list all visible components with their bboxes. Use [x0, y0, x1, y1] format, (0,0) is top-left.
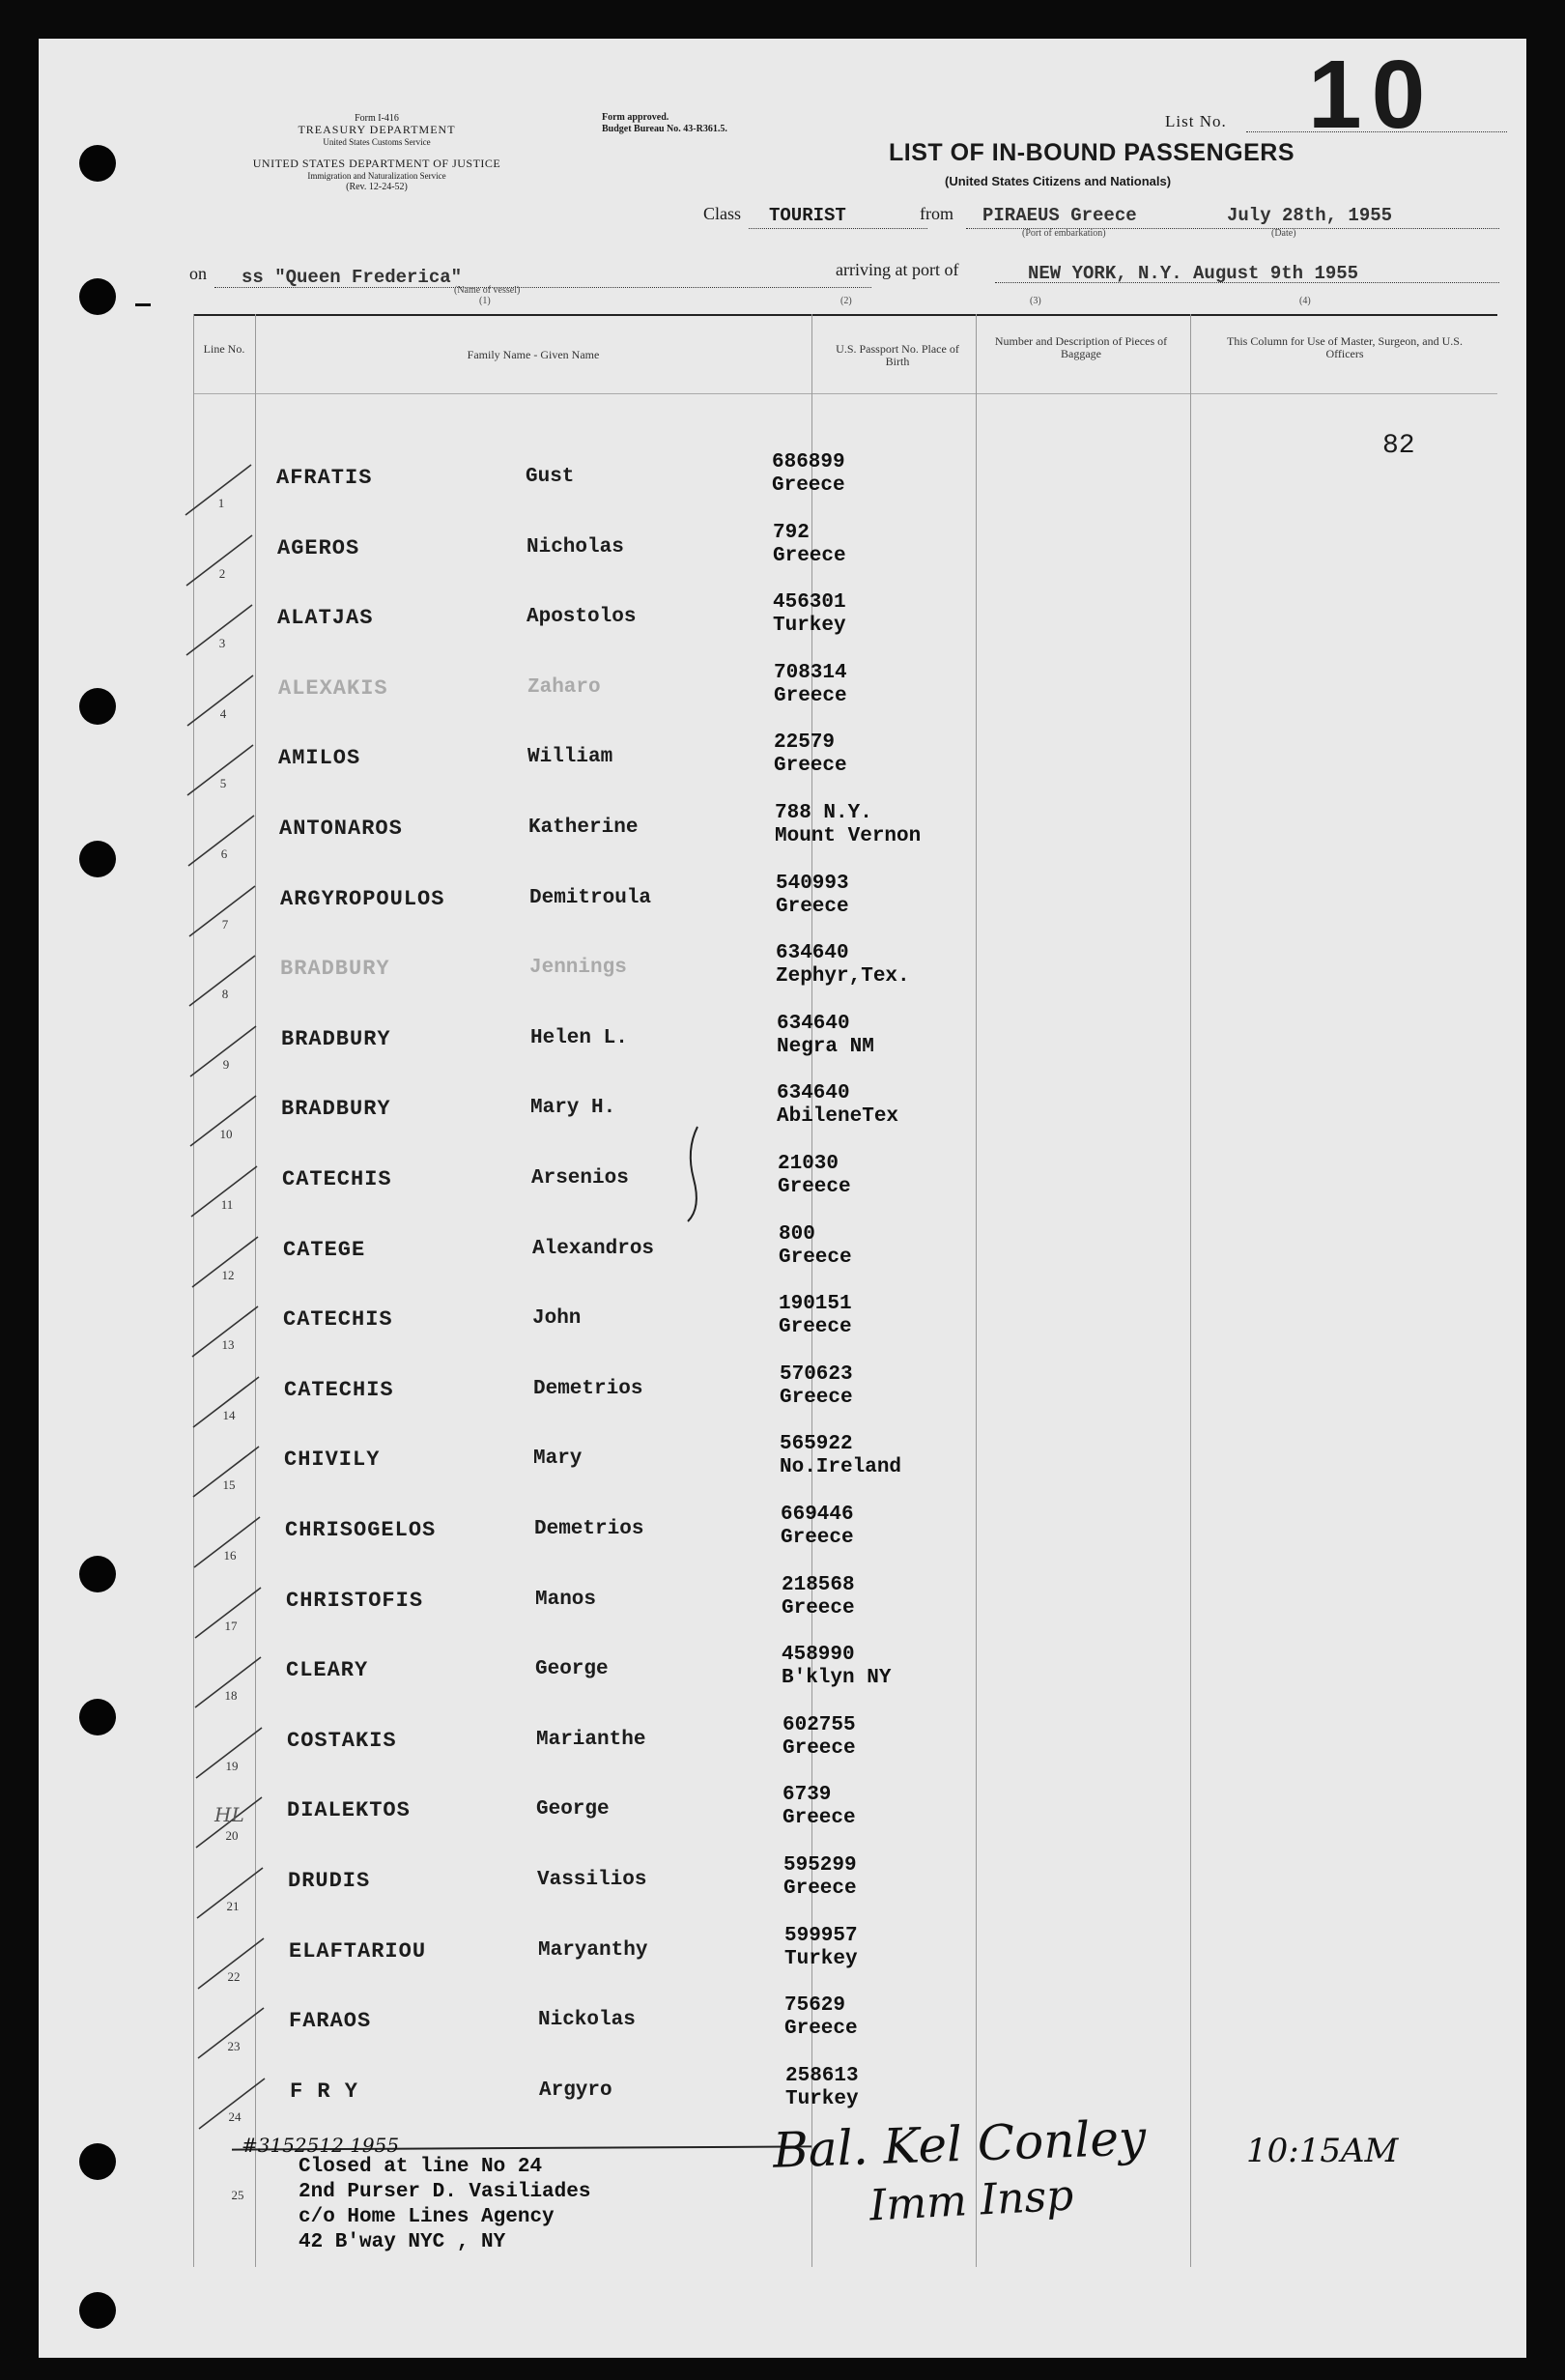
line-number: 2 — [218, 566, 226, 581]
check-mark — [187, 952, 265, 1010]
closing-text-4: 42 B'way NYC , NY — [299, 2231, 506, 2253]
family-name: F R Y — [290, 2079, 359, 2104]
form-approved: Form approved. — [602, 112, 669, 123]
passport-number: 686899 — [772, 451, 845, 473]
line-number: 3 — [218, 636, 226, 650]
family-name: DIALEKTOS — [287, 1798, 411, 1822]
line-number: 23 — [227, 2039, 241, 2053]
on-label: on — [189, 264, 207, 283]
given-name: Mary H. — [530, 1097, 616, 1119]
passport-number: 540993 — [776, 873, 849, 895]
place-of-birth: Greece — [782, 1737, 856, 1760]
customs-service: United States Customs Service — [323, 137, 431, 147]
check-mark — [195, 1864, 272, 1922]
revision: (Rev. 12-24-52) — [346, 182, 408, 192]
margin-dash — [135, 303, 151, 306]
given-name: Demitroula — [529, 887, 652, 909]
binder-hole — [79, 278, 116, 315]
check-mark — [190, 1303, 268, 1361]
line-number: 22 — [227, 1969, 241, 1984]
given-name: Jennings — [529, 957, 627, 979]
check-mark — [185, 672, 263, 730]
place-of-birth: Greece — [779, 1247, 852, 1269]
given-name: Apostolos — [526, 606, 637, 628]
binder-hole — [79, 1556, 116, 1592]
officer-note: 82 — [1382, 431, 1415, 461]
check-mark — [196, 2004, 273, 2062]
col-passport-header: U.S. Passport No. Place of Birth — [836, 342, 959, 368]
family-name: ALATJAS — [277, 606, 374, 630]
class-value: TOURIST — [769, 205, 846, 226]
passport-number: 708314 — [774, 662, 847, 684]
family-name: AMILOS — [278, 746, 361, 770]
given-name: Arsenios — [531, 1167, 629, 1190]
passport-number: 565922 — [780, 1433, 853, 1455]
family-name: CATEGE — [283, 1238, 366, 1262]
treasury-dept: TREASURY DEPARTMENT — [298, 123, 456, 136]
given-name: Gust — [526, 466, 575, 488]
check-mark — [184, 461, 261, 519]
passport-number: 456301 — [773, 591, 846, 614]
budget-bureau: Budget Bureau No. 43-R361.5. — [602, 124, 727, 134]
check-mark — [193, 1653, 270, 1711]
passport-number: 634640 — [776, 942, 849, 964]
place-of-birth: Greece — [782, 1597, 855, 1620]
family-name: ELAFTARIOU — [289, 1939, 427, 1964]
family-name: AFRATIS — [276, 466, 373, 490]
place-of-birth: Mount Vernon — [775, 825, 922, 847]
class-line — [749, 228, 927, 229]
line-number: 16 — [223, 1548, 237, 1563]
family-name: CATECHIS — [283, 1307, 393, 1332]
passport-number: 599957 — [784, 1925, 858, 1947]
binder-hole — [79, 688, 116, 725]
inspector-signature: Bal. Kel Conley — [772, 2109, 1148, 2179]
passport-number: 258613 — [785, 2065, 859, 2087]
handwritten-file-number: #3152512 1955 — [242, 2134, 400, 2157]
line-number: 14 — [222, 1408, 236, 1422]
cap-2: (2) — [840, 296, 852, 306]
line-number: 8 — [221, 987, 229, 1001]
place-of-birth: Greece — [782, 1807, 856, 1829]
arrival-value: NEW YORK, N.Y. August 9th 1955 — [1028, 263, 1359, 284]
check-mark — [186, 812, 264, 870]
line-number: 10 — [219, 1127, 233, 1141]
family-name: ARGYROPOULOS — [280, 887, 445, 911]
check-mark — [189, 1162, 267, 1220]
place-of-birth: Greece — [784, 2018, 858, 2040]
place-of-birth: Greece — [783, 1878, 857, 1900]
check-mark — [185, 601, 262, 659]
place-of-birth: Greece — [781, 1527, 854, 1549]
closing-text-3: c/o Home Lines Agency — [299, 2206, 555, 2228]
place-of-birth: Turkey — [785, 2088, 859, 2110]
class-label: Class — [703, 204, 742, 223]
place-of-birth: Greece — [774, 685, 847, 707]
line-number: 19 — [225, 1759, 239, 1773]
col-name-header: Family Name - Given Name — [467, 348, 600, 361]
given-name: Zaharo — [527, 676, 601, 699]
place-of-birth: Greece — [780, 1387, 853, 1409]
passport-number: 75629 — [784, 1994, 846, 2017]
given-name: William — [527, 746, 613, 768]
passport-number: 800 — [779, 1223, 815, 1246]
passport-number: 602755 — [782, 1714, 856, 1736]
cap-3: (3) — [1030, 296, 1041, 306]
passport-number: 570623 — [780, 1363, 853, 1386]
given-name: Nickolas — [538, 2009, 636, 2031]
place-of-birth: Zephyr,Tex. — [776, 965, 910, 988]
page-subtitle: (United States Citizens and Nationals) — [945, 174, 1172, 188]
place-of-birth: B'klyn NY — [782, 1667, 892, 1689]
passport-number: 792 — [773, 522, 810, 544]
place-of-birth: Greece — [772, 474, 845, 497]
family-name: CHRISOGELOS — [285, 1518, 437, 1542]
check-mark — [187, 882, 265, 940]
line-number: 4 — [219, 706, 227, 721]
family-name: DRUDIS — [288, 1869, 371, 1893]
family-name: BRADBURY — [280, 957, 390, 981]
family-name: AGEROS — [277, 536, 360, 560]
given-name: Nicholas — [526, 536, 624, 559]
col-baggage-header: Number and Description of Pieces of Baggage — [994, 334, 1168, 360]
line-number: 11 — [220, 1197, 234, 1212]
given-name: George — [535, 1658, 609, 1680]
given-name: Demetrios — [533, 1378, 643, 1400]
passport-number: 634640 — [777, 1082, 850, 1104]
col-officers-header: This Column for Use of Master, Surgeon, and U.S. Officers — [1227, 334, 1463, 360]
passport-number: 6739 — [782, 1784, 832, 1806]
check-mark — [197, 2075, 274, 2133]
line-number: 9 — [222, 1057, 230, 1072]
manifest-sheet — [39, 39, 1526, 2358]
arrival-line — [995, 282, 1499, 283]
binder-hole — [79, 2292, 116, 2329]
handwritten-margin-note: HL — [214, 1803, 244, 1826]
form-number: Form I-416 — [355, 113, 399, 124]
family-name: ANTONAROS — [279, 817, 403, 841]
check-mark — [191, 1443, 269, 1501]
family-name: CHRISTOFIS — [286, 1589, 424, 1613]
closing-text-2: 2nd Purser D. Vasiliades — [299, 2181, 591, 2203]
place-of-birth: Negra NM — [777, 1036, 874, 1058]
given-name: George — [536, 1798, 610, 1821]
port-caption: (Port of embarkation) — [1022, 228, 1106, 239]
family-name: BRADBURY — [281, 1027, 391, 1051]
passport-number: 595299 — [783, 1854, 857, 1877]
from-value: PIRAEUS Greece — [982, 205, 1137, 226]
place-of-birth: Turkey — [773, 615, 846, 637]
bracket-mark — [676, 1121, 715, 1227]
binder-hole — [79, 1699, 116, 1735]
given-name: Manos — [535, 1589, 597, 1611]
closing-text-1: Closed at line No 24 — [299, 2156, 543, 2178]
family-name: CATECHIS — [284, 1378, 394, 1402]
family-name: ALEXAKIS — [278, 676, 388, 701]
vessel-line — [214, 287, 871, 288]
date-caption: (Date) — [1271, 228, 1296, 239]
col-line-header: Line No. — [203, 342, 245, 356]
binder-hole — [79, 145, 116, 182]
family-name: FARAOS — [289, 2009, 372, 2033]
family-name: BRADBURY — [281, 1097, 391, 1121]
place-of-birth: Greece — [776, 896, 849, 918]
given-name: Mary — [533, 1448, 583, 1470]
passport-number: 21030 — [778, 1153, 839, 1175]
line-number: 17 — [224, 1619, 238, 1633]
place-of-birth: Greece — [778, 1176, 851, 1198]
place-of-birth: Greece — [773, 545, 846, 567]
line-number: 12 — [221, 1268, 235, 1282]
family-name: COSTAKIS — [287, 1729, 397, 1753]
given-name: Vassilios — [537, 1869, 647, 1891]
check-mark — [190, 1233, 268, 1291]
passport-number: 634640 — [777, 1013, 850, 1035]
list-no-value: 10 — [1308, 41, 1436, 149]
closing-line-number: 25 — [231, 2188, 244, 2202]
passport-number: 669446 — [781, 1504, 854, 1526]
check-mark — [188, 1022, 266, 1080]
place-of-birth: AbileneTex — [777, 1105, 899, 1128]
arriving-label: arriving at port of — [836, 260, 959, 279]
family-name: CLEARY — [286, 1658, 369, 1682]
family-name: CATECHIS — [282, 1167, 392, 1191]
line-number: 24 — [228, 2109, 242, 2124]
check-mark — [192, 1513, 270, 1571]
date-value: July 28th, 1955 — [1227, 205, 1393, 226]
line-number: 20 — [225, 1828, 239, 1843]
list-no-label: List No. — [1165, 112, 1227, 130]
vessel-name: ss "Queen Frederica" — [242, 267, 463, 288]
ins-service: Immigration and Naturalization Service — [307, 171, 446, 181]
passport-number: 458990 — [782, 1644, 855, 1666]
check-mark — [194, 1724, 271, 1782]
line-number: 18 — [224, 1688, 238, 1703]
passport-number: 218568 — [782, 1574, 855, 1596]
given-name: Alexandros — [532, 1238, 655, 1260]
place-of-birth: Turkey — [784, 1948, 858, 1970]
check-mark — [191, 1373, 269, 1431]
place-of-birth: No.Ireland — [780, 1456, 902, 1478]
check-mark — [185, 741, 263, 799]
family-name: CHIVILY — [284, 1448, 381, 1472]
line-number: 6 — [220, 846, 228, 861]
from-label: from — [920, 204, 953, 223]
given-name: Marianthe — [536, 1729, 646, 1751]
cap-1: (1) — [479, 296, 491, 306]
check-mark — [196, 1935, 273, 1993]
cap-4: (4) — [1299, 296, 1311, 306]
place-of-birth: Greece — [779, 1316, 852, 1338]
inspection-time: 10:15AM — [1246, 2132, 1399, 2170]
passport-number: 788 N.Y. — [775, 802, 872, 824]
check-mark — [193, 1584, 270, 1642]
line-number: 5 — [219, 776, 227, 790]
given-name: Katherine — [528, 817, 639, 839]
passport-number: 22579 — [774, 731, 836, 754]
binder-hole — [79, 2143, 116, 2180]
given-name: Demetrios — [534, 1518, 644, 1540]
line-number: 13 — [221, 1337, 235, 1352]
line-number: 7 — [221, 917, 229, 932]
inspector-title: Imm Insp — [868, 2170, 1075, 2231]
given-name: Helen L. — [530, 1027, 628, 1049]
check-mark — [185, 531, 262, 589]
page-title: LIST OF IN-BOUND PASSENGERS — [889, 139, 1295, 166]
binder-hole — [79, 841, 116, 877]
place-of-birth: Greece — [774, 755, 847, 777]
line-number: 1 — [217, 496, 225, 510]
given-name: John — [532, 1307, 582, 1330]
line-number: 21 — [226, 1899, 240, 1913]
passport-number: 190151 — [779, 1293, 852, 1315]
given-name: Maryanthy — [538, 1939, 648, 1962]
check-mark — [188, 1092, 266, 1150]
vessel-caption: (Name of vessel) — [454, 285, 521, 296]
justice-dept: UNITED STATES DEPARTMENT OF JUSTICE — [252, 157, 501, 170]
given-name: Argyro — [539, 2079, 612, 2102]
line-number: 15 — [222, 1477, 236, 1492]
